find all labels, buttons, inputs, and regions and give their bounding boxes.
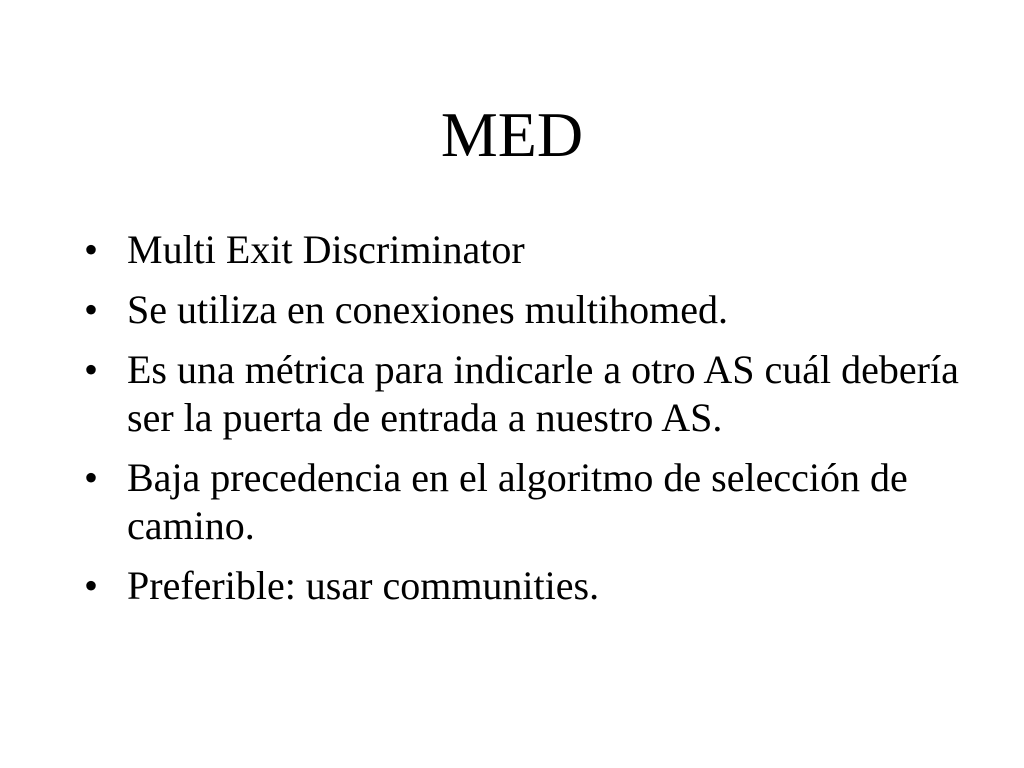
bullet-icon: • [84, 287, 99, 332]
slide-title: MED [440, 99, 584, 170]
bullet-list [84, 226, 964, 622]
bullet-icon: • [84, 347, 99, 392]
bullet-text: Preferible: usar communities. [127, 563, 600, 608]
bullet-item [84, 286, 964, 334]
bullet-item [84, 346, 964, 442]
bullet-icon: • [84, 455, 99, 500]
bullet-text: Multi Exit Discriminator [127, 227, 525, 272]
bullet-text: Se utiliza en conexiones multihomed. [127, 287, 728, 332]
bullet-text: Es una métrica para indicarle a otro AS cuál debería ser la puerta de entrada a nuestro AS. [127, 347, 959, 440]
bullet-item [84, 226, 964, 274]
bullet-icon: • [84, 227, 99, 272]
bullet-item [84, 454, 964, 550]
bullet-icon: • [84, 563, 99, 608]
bullet-text: Baja precedencia en el algoritmo de selección de camino. [127, 455, 908, 548]
bullet-item [84, 562, 964, 610]
